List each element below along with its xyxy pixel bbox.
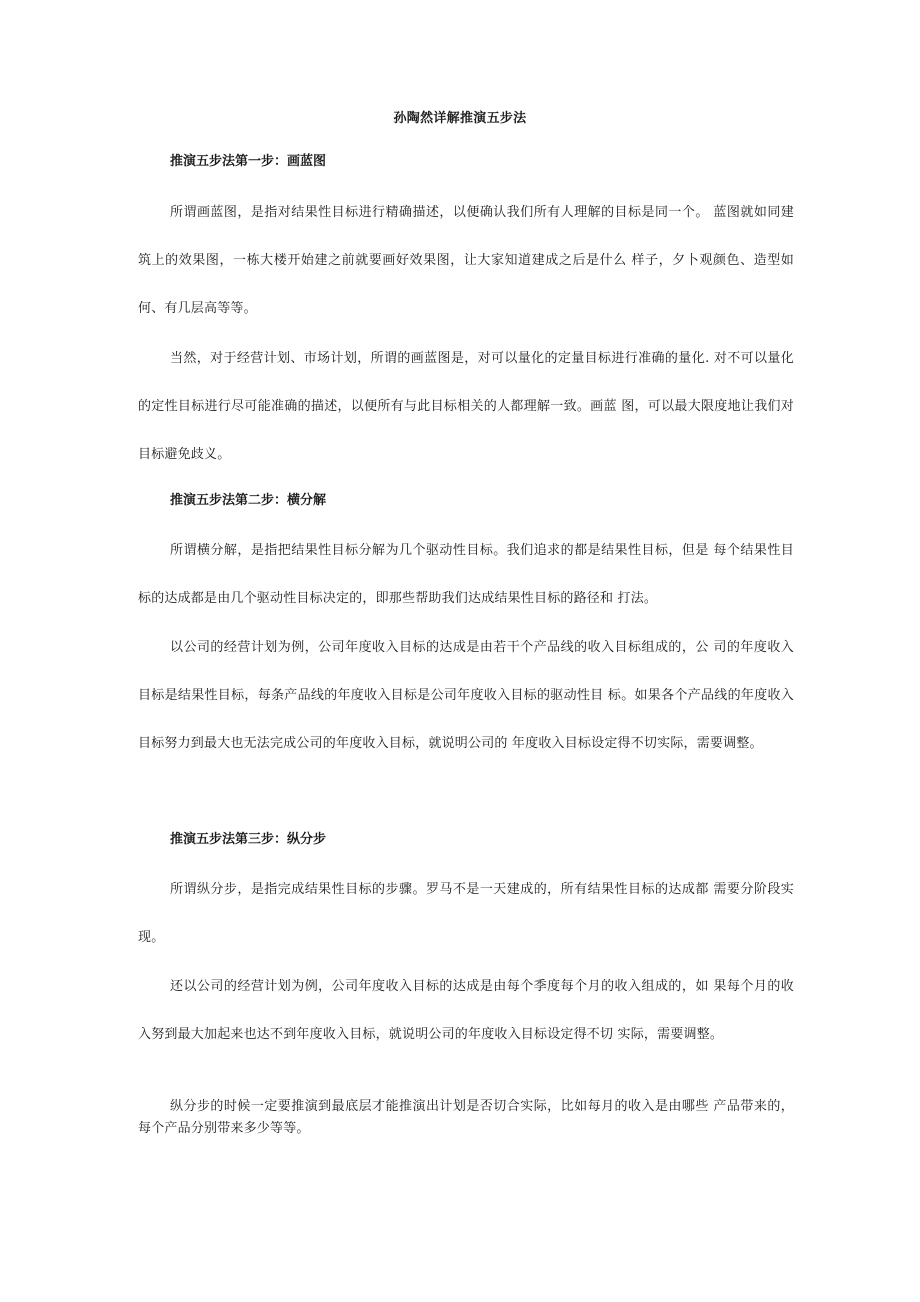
paragraph: 所谓纵分步，是指完成结果性目标的步骤。罗马不是一天建成的，所有结果性目标的达成都 需要分阶段实现。 <box>138 882 794 945</box>
section-heading-step1: 推演五步法第一步：画蓝图 <box>170 154 327 169</box>
paragraph: 以公司的经营计划为例，公司年度收入目标的达成是由若干个产品线的收入目标组成的，公 司的年度收入目标是结果性目标，每条产品线的年度收入目标是公司年度收入目标的驱动性目 标。如果各个产品线的年度收入目标努力到最大也无法完成公司的年度收入目标，就说明公司的 年度收入目标设定得不切实际，需要调整。 <box>138 640 794 751</box>
section-heading-step3: 推演五步法第三步：纵分步 <box>170 832 327 847</box>
paragraph: 纵分步的时候一定要推演到最底层才能推演出计划是否切合实际，比如每月的收入是由哪些 产品带来的，每个产品分别带来多少等等。 <box>138 1099 794 1136</box>
paragraph: 当然，对于经营计划、市场计划，所谓的画蓝图是，对可以量化的定量目标进行准确的量化. 对不可以量化的定性目标进行尽可能准确的描述，以便所有与此目标相关的人都理解一致。画蓝 图，可以最大限度地让我们对目标避免歧义。 <box>138 351 794 462</box>
paragraph: 所谓画蓝图，是指对结果性目标进行精确描述，以便确认我们所有人理解的目标是同一个。 蓝图就如同建筑上的效果图，一栋大楼开始建之前就要画好效果图，让大家知道建成之后是什么 样子，夕卜观颜色、造型如何、有几层高等等。 <box>138 205 794 316</box>
paragraph: 所谓横分解，是指把结果性目标分解为几个驱动性目标。我们追求的都是结果性目标，但是 每个结果性目标的达成都是由几个驱动性目标决定的，即那些帮助我们达成结果性目标的路径和 打法。 <box>138 543 794 606</box>
document-title: 孙陶然详解推演五步法 <box>393 111 527 126</box>
paragraph: 还以公司的经营计划为例，公司年度收入目标的达成是由每个季度每个月的收入组成的，如 果每个月的收入努到最大加起来也达不到年度收入目标，就说明公司的年度收入目标设定得不切 实际，需要调整。 <box>138 979 794 1042</box>
section-heading-step2: 推演五步法第二步：横分解 <box>170 493 327 508</box>
